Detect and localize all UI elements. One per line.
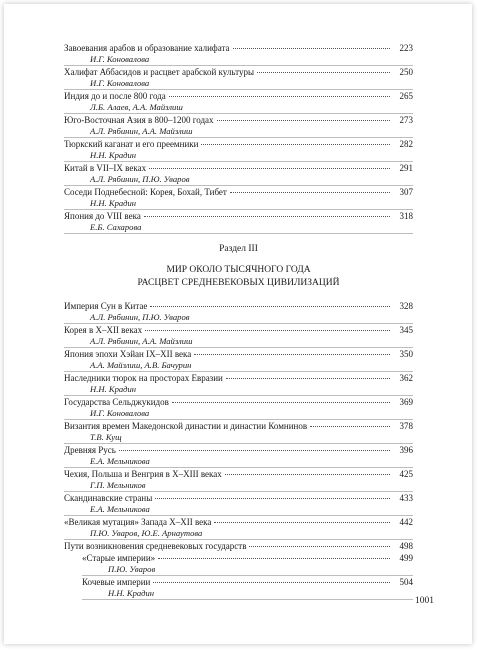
toc-entry-line — [64, 420, 413, 432]
toc-entry-page: 498 — [399, 541, 413, 551]
toc-entry-title: Япония эпохи Хэйан IX–XII века — [64, 349, 192, 359]
toc-entry — [64, 516, 413, 540]
toc-entry-page: 362 — [399, 373, 413, 383]
toc-entry — [64, 420, 413, 444]
dot-leader — [257, 72, 390, 73]
toc-entry-title: Индия до и после 800 года — [64, 91, 166, 101]
toc-entry-page: 433 — [399, 493, 413, 503]
book-page — [4, 4, 472, 644]
dot-leader — [217, 120, 390, 121]
toc-entry — [64, 300, 413, 324]
toc-entry-page: 425 — [399, 469, 413, 479]
toc-entry-author: П.Ю. Уваров — [108, 564, 156, 574]
toc-entry-line — [64, 162, 413, 174]
toc-entry — [64, 90, 413, 114]
section-title-line-2: РАСЦВЕТ СРЕДНЕВЕКОВЫХ ЦИВИЛИЗАЦИЙ — [137, 278, 340, 288]
dot-leader — [153, 582, 390, 583]
toc-entry-line — [64, 210, 413, 222]
toc-entry — [64, 444, 413, 468]
toc-entry-page: 499 — [399, 553, 413, 563]
toc-entry-line — [64, 66, 413, 78]
toc-entry-line — [64, 372, 413, 384]
toc-entry-line — [64, 396, 413, 408]
toc-entry-line — [82, 552, 413, 564]
toc-entry-author: Н.Н. Крадин — [90, 384, 137, 394]
dot-leader — [158, 558, 390, 559]
toc-entry-line — [64, 348, 413, 360]
toc-entry-author: А.Л. Рябинин, П.Ю. Уваров — [90, 312, 190, 322]
toc-entry-line — [64, 492, 413, 504]
toc-entry-page: 378 — [399, 421, 413, 431]
toc-entry-author: Е.Б. Сахарова — [90, 222, 142, 232]
toc-entry-author: И.Г. Коновалова — [90, 54, 150, 64]
toc-entry-page: 504 — [399, 577, 413, 587]
page-number: 1001 — [415, 596, 434, 606]
toc-entry — [64, 42, 413, 66]
toc-entry-page: 350 — [399, 349, 413, 359]
toc-entry-page: 396 — [399, 445, 413, 455]
toc-entry-line — [64, 114, 413, 126]
toc-entry-line — [64, 324, 413, 336]
toc-entry — [64, 210, 413, 234]
toc-entry-page: 282 — [399, 139, 413, 149]
toc-entry-title: Чехия, Польша и Венгрия в X–XIII веках — [64, 469, 222, 479]
toc-entry-line — [64, 42, 413, 54]
dot-leader — [249, 546, 390, 547]
toc-entry-title: Корея в X–XII веках — [64, 325, 143, 335]
toc-entry-line — [64, 468, 413, 480]
toc-entry-title: Империя Сун в Китае — [64, 301, 148, 311]
toc-entry-title: Кочевые империи — [82, 577, 151, 587]
dot-leader — [169, 96, 390, 97]
dot-leader — [214, 522, 390, 523]
toc-entry-line — [64, 516, 413, 528]
toc-entry-title: Византия времен Македонской династии и династии Комнинов — [64, 421, 308, 431]
dot-leader — [149, 168, 390, 169]
toc-entry — [64, 492, 413, 516]
toc-entry — [64, 186, 413, 210]
toc-entry-line — [64, 540, 413, 552]
toc-entry — [64, 540, 413, 552]
toc-entry-line — [64, 444, 413, 456]
toc-entry-line — [82, 576, 413, 588]
toc-entry — [64, 138, 413, 162]
toc-entry — [64, 396, 413, 420]
toc-entry-line — [64, 138, 413, 150]
toc-entry-line — [64, 90, 413, 102]
toc-entry — [64, 324, 413, 348]
toc-entry-page: 250 — [399, 67, 413, 77]
toc-entry-title: Китай в VII–IX веках — [64, 163, 147, 173]
toc-entry-title: Наследники тюрок на просторах Евразии — [64, 373, 223, 383]
toc-entry-title: Тюркский каганат и его преемники — [64, 139, 199, 149]
toc-entry-author: Л.Б. Алаев, А.А. Майзлиш — [90, 102, 183, 112]
toc-entry-author: И.Г. Коновалова — [90, 78, 150, 88]
dot-leader — [201, 144, 390, 145]
toc-entry-author: А.Л. Рябинин, А.А. Майзлиш — [90, 336, 193, 346]
toc-entry — [64, 66, 413, 90]
toc-entry-page: 223 — [399, 43, 413, 53]
toc-entry-title: Скандинавские страны — [64, 493, 153, 503]
dot-leader — [310, 426, 390, 427]
toc-entry-title: Пути возникновения средневековых государств — [64, 541, 247, 551]
toc-entry-title: Япония до VIII века — [64, 211, 141, 221]
toc-entry-page: 291 — [399, 163, 413, 173]
toc-entry-author: Н.Н. Крадин — [90, 198, 137, 208]
dot-leader — [194, 354, 390, 355]
dot-leader — [145, 330, 390, 331]
toc-list-bottom — [64, 300, 413, 552]
toc-list-top — [64, 42, 413, 234]
toc-entry-author: А.Л. Рябинин, П.Ю. Уваров — [90, 174, 190, 184]
toc-sub-list — [64, 552, 413, 600]
toc-entry-author: Е.А. Мельникова — [90, 456, 150, 466]
dot-leader — [144, 216, 390, 217]
toc-entry — [64, 162, 413, 186]
section-title-line-1: МИР ОКОЛО ТЫСЯЧНОГО ГОДА — [166, 265, 311, 275]
toc-entry-page: 273 — [399, 115, 413, 125]
toc-entry — [82, 552, 413, 576]
toc-entry-author: Н.Н. Крадин — [90, 150, 137, 160]
toc-entry-title: Древняя Русь — [64, 445, 116, 455]
toc-entry-line — [64, 300, 413, 312]
dot-leader — [233, 48, 390, 49]
dot-leader — [226, 378, 390, 379]
toc-entry-title: «Старые империи» — [82, 553, 156, 563]
dot-leader — [155, 498, 390, 499]
dot-leader — [150, 306, 390, 307]
toc-entry-title: Халифат Аббасидов и расцвет арабской культуры — [64, 67, 254, 77]
toc-entry-title: Соседи Поднебесной: Корея, Бохай, Тибет — [64, 187, 227, 197]
toc-entry-line — [64, 186, 413, 198]
toc-entry-author: П.Ю. Уваров, Ю.Е. Арнаутова — [90, 528, 203, 538]
toc-entry — [64, 372, 413, 396]
toc-entry-page: 442 — [399, 517, 413, 527]
dot-leader — [172, 402, 390, 403]
toc-entry — [64, 348, 413, 372]
toc-entry-author: А.А. Майзлиш, А.В. Бачурин — [90, 360, 192, 370]
toc-entry-page: 265 — [399, 91, 413, 101]
toc-entry-author: Т.В. Кущ — [90, 432, 122, 442]
section-label: Раздел III — [219, 244, 258, 254]
dot-leader — [119, 450, 390, 451]
toc-entry-author: А.Л. Рябинин, А.А. Майзлиш — [90, 126, 193, 136]
toc-entry-title: Юго-Восточная Азия в 800–1200 годах — [64, 115, 214, 125]
toc-entry-title: Завоевания арабов и образование халифата — [64, 43, 230, 53]
toc-entry-page: 307 — [399, 187, 413, 197]
dot-leader — [230, 192, 390, 193]
dot-leader — [225, 474, 390, 475]
toc-entry-page: 318 — [399, 211, 413, 221]
toc-entry-author: И.Г. Коновалова — [90, 408, 150, 418]
toc-entry-page: 345 — [399, 325, 413, 335]
toc-entry — [82, 576, 413, 600]
section-title — [64, 264, 413, 290]
toc-entry — [64, 114, 413, 138]
toc-entry-author: Н.Н. Крадин — [108, 588, 155, 598]
toc-entry — [64, 468, 413, 492]
toc-entry-title: «Великая мутация» Запада X–XII века — [64, 517, 212, 527]
toc-entry-page: 369 — [399, 397, 413, 407]
toc-entry-author: Г.П. Мельников — [90, 480, 146, 490]
table-of-contents — [64, 42, 413, 600]
toc-entry-author: Е.А. Мельникова — [90, 504, 150, 514]
toc-entry-title: Государства Сельджукидов — [64, 397, 169, 407]
toc-entry-page: 328 — [399, 301, 413, 311]
